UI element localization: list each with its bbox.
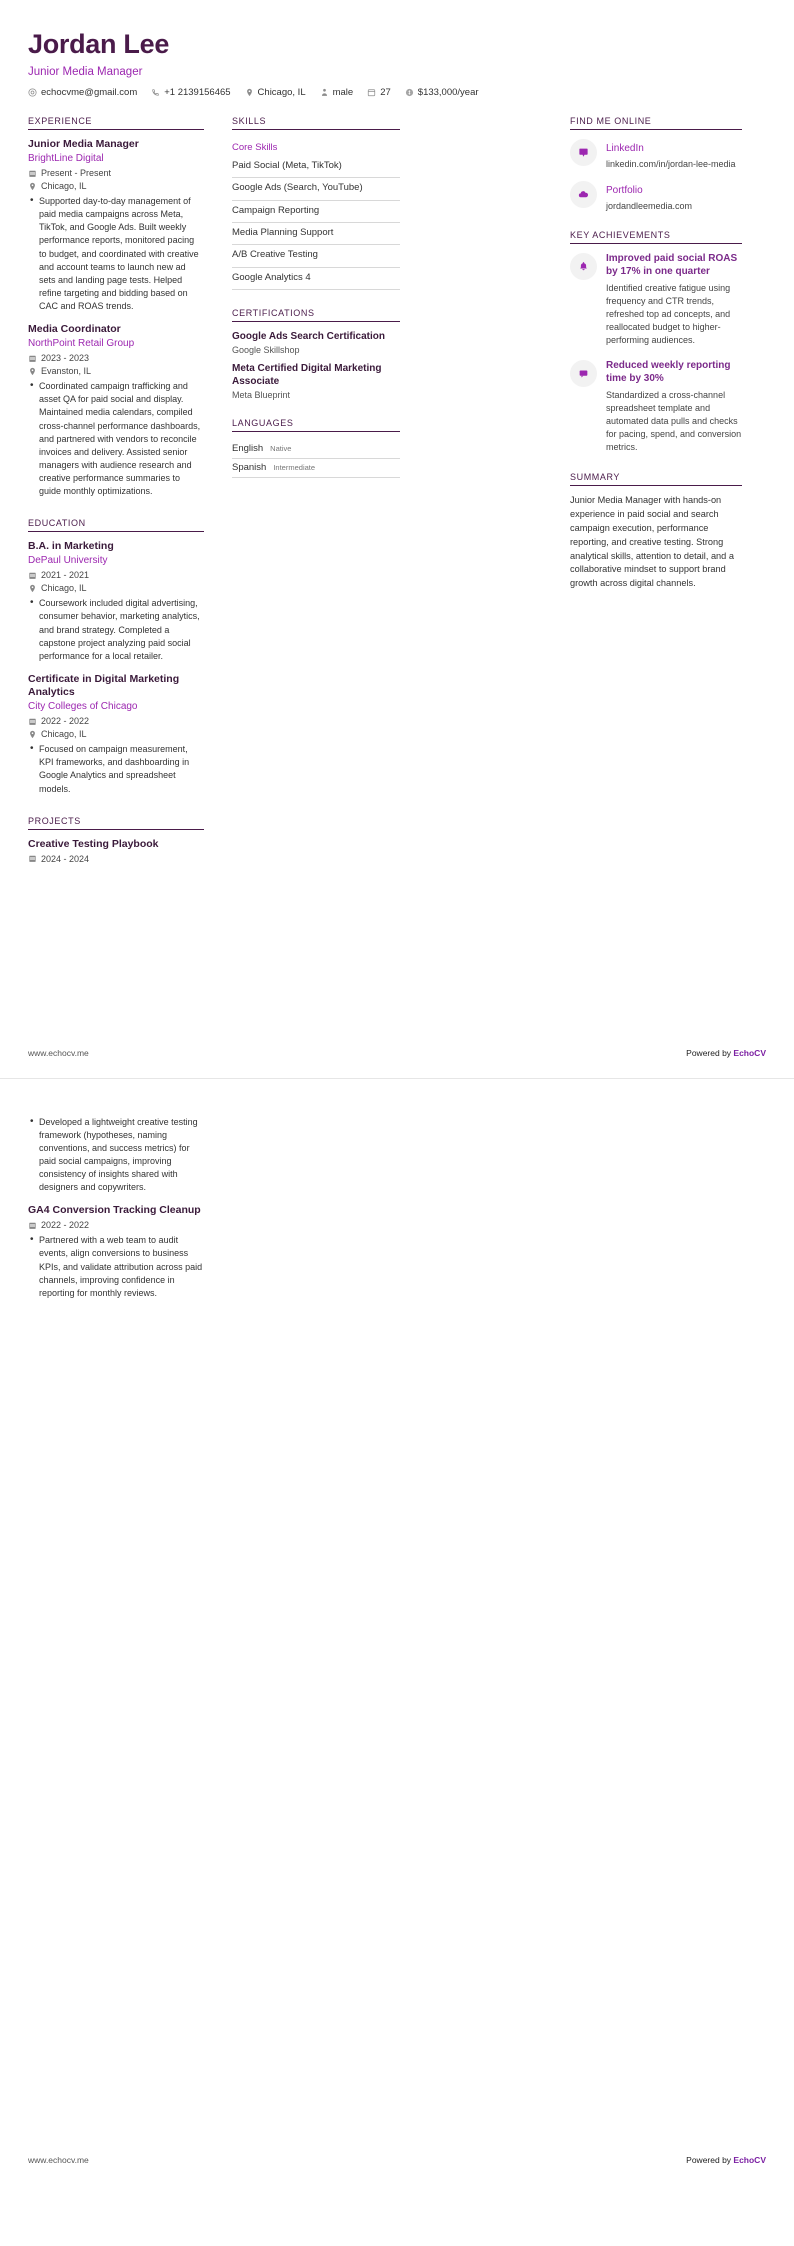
experience-entry: [28, 138, 204, 313]
bell-icon: [570, 253, 597, 280]
linkedin-icon: [570, 139, 597, 166]
page-2: [0, 1090, 794, 2165]
bullet: • Focused on campaign measurement, KPI frameworks, and dashboarding in Google Analytics and spreadsheet models.: [39, 743, 204, 795]
contact-gender: [320, 87, 354, 98]
right-column: [570, 116, 742, 591]
education-entry: [28, 540, 204, 663]
achievement-desc: Standardized a cross-channel spreadsheet template and automated data pulls and checks for pacing, spend, and conversion metrics.: [606, 390, 742, 453]
project-bullets: [28, 1234, 204, 1299]
project-dates: 2022 - 2022: [41, 1220, 90, 1231]
project-name: GA4 Conversion Tracking Cleanup: [28, 1204, 201, 1217]
education-dates: 2022 - 2022: [41, 716, 90, 727]
education-degree: B.A. in Marketing: [28, 539, 114, 552]
bullet: • Developed a lightweight creative testing framework (hypotheses, naming conventions, and success metrics) for paid social campaigns, improving consistency of insights shared with designers and copywriters.: [39, 1116, 204, 1194]
skill-item: Campaign Reporting: [232, 201, 400, 223]
location-icon: [28, 584, 37, 593]
section-languages: [232, 418, 400, 478]
achievement-text: [606, 252, 742, 347]
salary-icon: [405, 88, 414, 97]
contact-phone: [151, 87, 230, 98]
contact-salary: [405, 87, 479, 98]
middle-column: [232, 116, 400, 478]
experience-entry: [28, 323, 204, 498]
certification-name: Meta Certified Digital Marketing Associate: [232, 363, 382, 388]
footer-page-1: [28, 1048, 766, 1058]
footer-powered-prefix: Powered by: [686, 1048, 734, 1058]
education-location: Chicago, IL: [41, 583, 87, 594]
experience-role: Media Coordinator: [28, 322, 121, 335]
bullet: • Partnered with a web team to audit events, align conversions to business KPIs, and validate attribution across paid channels, improving confidence in reporting for monthly reviews.: [39, 1234, 204, 1299]
education-dates: 2021 - 2021: [41, 570, 90, 581]
online-text: [606, 138, 742, 170]
page-title: Jordan Lee: [28, 29, 170, 59]
experience-company: BrightLine Digital: [28, 152, 104, 164]
skill-item: Google Ads (Search, YouTube): [232, 178, 400, 200]
section-title-key-achievements: KEY ACHIEVEMENTS: [570, 230, 742, 244]
location-icon: [28, 182, 37, 191]
section-title-find-me-online: FIND ME ONLINE: [570, 116, 742, 130]
education-dates-line: [28, 570, 204, 580]
education-location-line: [28, 729, 204, 739]
skill-item: Media Planning Support: [232, 223, 400, 245]
experience-dates-line: [28, 353, 204, 363]
language-level: Intermediate: [273, 463, 316, 473]
footer-brand-name: EchoCV: [733, 2155, 766, 2165]
footer-powered-prefix: Powered by: [686, 2155, 734, 2165]
project-name: Creative Testing Playbook: [28, 837, 159, 850]
bullet: • Coursework included digital advertising, consumer behavior, marketing analytics, and brand strategy. Completed a capstone project analyzing paid social performance for a local retailer.: [39, 597, 204, 662]
summary-text: Junior Media Manager with hands-on experience in paid social and search campaign execution, performance reporting, and creative testing. Strong analytical skills, attention to detail, and a collaborative mindset to support brand growth across digital channels.: [570, 495, 734, 589]
experience-location-line: [28, 366, 204, 376]
achievement-text: [606, 359, 742, 454]
skill-item: A/B Creative Testing: [232, 245, 400, 267]
certification-name: Google Ads Search Certification: [232, 331, 385, 343]
project-bullets: [28, 1116, 204, 1194]
section-title-certifications: CERTIFICATIONS: [232, 308, 400, 322]
section-title-summary: SUMMARY: [570, 472, 742, 486]
online-label: LinkedIn: [606, 142, 644, 154]
footer-site: www.echocv.me: [28, 2155, 89, 2165]
experience-company: NorthPoint Retail Group: [28, 337, 135, 349]
education-school: City Colleges of Chicago: [28, 700, 138, 712]
calendar-icon: [28, 717, 37, 726]
contact-age: [367, 87, 391, 98]
education-school: DePaul University: [28, 554, 108, 566]
online-label: Portfolio: [606, 184, 643, 196]
section-projects: [28, 816, 204, 864]
education-entry: [28, 673, 204, 796]
certification-org: Google Skillshop: [232, 345, 300, 356]
language-level: Native: [270, 444, 292, 454]
contact-location-text: Chicago, IL: [257, 86, 306, 98]
section-key-achievements: [570, 230, 742, 454]
phone-icon: [151, 88, 160, 97]
calendar-icon: [28, 854, 37, 863]
section-title-languages: LANGUAGES: [232, 418, 400, 432]
left-column: [28, 116, 204, 866]
language-name: Spanish: [232, 462, 267, 474]
education-bullets: [28, 597, 204, 662]
section-skills: [232, 116, 400, 290]
contact-email-text: echocvme@gmail.com: [41, 86, 138, 98]
education-bullets: [28, 743, 204, 795]
calendar-icon: [28, 354, 37, 363]
contact-age-text: 27: [380, 86, 391, 98]
skill-item: Google Analytics 4: [232, 268, 400, 290]
experience-dates: 2023 - 2023: [41, 353, 90, 364]
online-text: [606, 180, 742, 212]
project-dates: 2024 - 2024: [41, 853, 90, 864]
section-education: [28, 518, 204, 796]
experience-location: Evanston, IL: [41, 366, 92, 377]
skills-group-label: Core Skills: [232, 141, 278, 153]
page-1: [0, 0, 794, 1058]
section-certifications: [232, 308, 400, 400]
section-title-experience: EXPERIENCE: [28, 116, 204, 130]
chat-icon: [570, 360, 597, 387]
calendar-icon: [28, 571, 37, 580]
experience-dates: Present - Present: [41, 168, 112, 179]
project-dates-line: [28, 854, 204, 864]
headline: Junior Media Manager: [28, 65, 143, 78]
footer-brand: [686, 2155, 766, 2165]
online-url: linkedin.com/in/jordan-lee-media: [606, 158, 736, 169]
section-title-skills: SKILLS: [232, 116, 400, 130]
experience-bullets: [28, 380, 204, 497]
education-location: Chicago, IL: [41, 729, 87, 740]
email-icon: [28, 88, 37, 97]
education-location-line: [28, 583, 204, 593]
contact-email: [28, 87, 137, 98]
experience-location: Chicago, IL: [41, 181, 87, 192]
contact-gender-text: male: [332, 86, 354, 98]
calendar-icon: [367, 88, 376, 97]
main-columns: [28, 116, 766, 866]
certification-item: [232, 362, 400, 400]
language-item: [232, 459, 400, 478]
footer-brand-name: EchoCV: [733, 1048, 766, 1058]
skill-item: Paid Social (Meta, TikTok): [232, 156, 400, 178]
project-entry: [28, 1204, 204, 1299]
page-divider: [0, 1078, 794, 1079]
achievement-item: [570, 359, 742, 454]
online-item[interactable]: [570, 138, 742, 170]
achievement-title: Reduced weekly reporting time by 30%: [606, 360, 731, 385]
contact-salary-text: $133,000/year: [417, 86, 479, 98]
experience-dates-line: [28, 168, 204, 178]
calendar-icon: [28, 169, 37, 178]
bullet: • Supported day-to-day management of paid media campaigns across Meta, TikTok, and Google Ads. Built weekly performance reports, monitored pacing to budget, and coordinated with creative and account teams to launch new ad sets and landing page tests. Helped refine targeting and bidding based on CAC and ROAS trends.: [39, 195, 204, 312]
achievement-title: Improved paid social ROAS by 17% in one quarter: [606, 252, 738, 277]
online-url: jordandleemedia.com: [606, 200, 693, 211]
language-item: [232, 440, 400, 459]
footer-page-2: [28, 2155, 766, 2165]
achievement-desc: Identified creative fatigue using frequency and CTR trends, refreshed top ad concepts, and reallocated budget to higher-performing audiences.: [606, 282, 731, 346]
education-degree: Certificate in Digital Marketing Analytics: [28, 672, 180, 698]
location-icon: [28, 367, 37, 376]
online-item[interactable]: [570, 180, 742, 212]
section-find-me-online: [570, 116, 742, 212]
contact-row: [28, 87, 766, 98]
section-title-projects: PROJECTS: [28, 816, 204, 830]
skills-list: [232, 138, 400, 290]
bullet: • Coordinated campaign trafficking and asset QA for paid social and display. Maintained media calendars, compiled cross-channel performance dashboards, and partnered with vendors to reconcile invoices and delivery. Assisted senior managers with audience research and creative performance summaries to guide monthly optimizations.: [39, 380, 204, 497]
section-summary: [570, 472, 742, 591]
experience-role: Junior Media Manager: [28, 137, 139, 150]
contact-location: [245, 87, 306, 98]
certification-org: Meta Blueprint: [232, 390, 291, 401]
page-2-left-column: [28, 1116, 204, 1300]
footer-site: www.echocv.me: [28, 1048, 89, 1058]
project-entry: [28, 838, 204, 864]
location-icon: [245, 88, 254, 97]
project-dates-line: [28, 1220, 204, 1230]
section-title-education: EDUCATION: [28, 518, 204, 532]
certification-item: [232, 330, 400, 355]
calendar-icon: [28, 1221, 37, 1230]
gender-icon: [320, 88, 329, 97]
language-name: English: [232, 443, 264, 455]
location-icon: [28, 730, 37, 739]
section-experience: [28, 116, 204, 498]
achievement-item: [570, 252, 742, 347]
education-dates-line: [28, 716, 204, 726]
contact-phone-text: +1 2139156465: [164, 86, 231, 98]
experience-location-line: [28, 181, 204, 191]
footer-brand: [686, 1048, 766, 1058]
experience-bullets: [28, 195, 204, 312]
portfolio-icon: [570, 181, 597, 208]
